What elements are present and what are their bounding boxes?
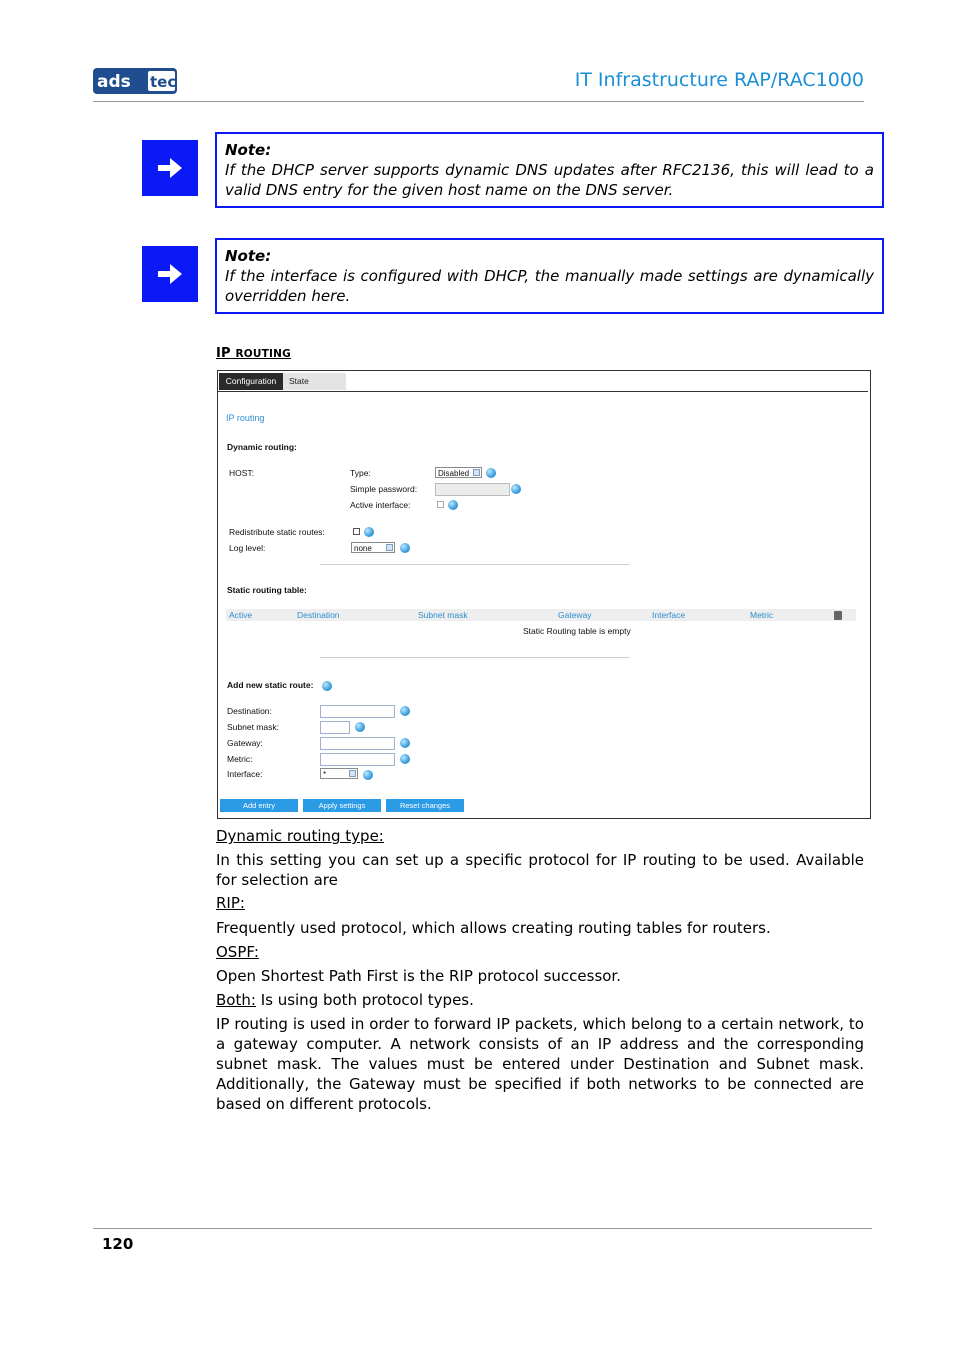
tab-state[interactable]: State	[283, 373, 346, 390]
column-active[interactable]: Active	[229, 610, 253, 620]
interface-select[interactable]	[320, 768, 358, 779]
ip-routing-paragraph: IP routing is used in order to forward IP packets, which belong to a certain network, to a gateway computer. A network consists of an IP address and the corresponding subnet mask. The values must be entered under Destination and Subnet mask. Additionally, the Gateway must be specified if both networks to be connected are based on different protocols.	[216, 1015, 864, 1113]
document-title: IT Infrastructure RAP/RAC1000	[574, 69, 864, 91]
destination-label: Destination:	[227, 706, 272, 716]
section-heading	[216, 346, 291, 361]
redistribute-label: Redistribute static routes:	[229, 527, 325, 537]
rip-text: Frequently used protocol, which allows creating routing tables for routers.	[216, 919, 771, 937]
both-heading: Both:	[216, 991, 256, 1009]
tab-configuration[interactable]: Configuration	[219, 373, 283, 390]
section-heading-rest: ROUTING	[235, 348, 291, 360]
reset-changes-button[interactable]: Reset changes	[386, 799, 464, 812]
simple-password-input[interactable]	[435, 483, 510, 496]
note-title: Note:	[225, 141, 272, 159]
ospf-text: Open Shortest Path First is the RIP protocol successor.	[216, 967, 621, 985]
interface-value: *	[323, 770, 327, 779]
interface-label: Interface:	[227, 769, 263, 779]
info-icon[interactable]	[355, 722, 365, 732]
note-arrow-icon	[142, 140, 198, 196]
dynamic-routing-type-text: In this setting you can set up a specific protocol for IP routing to be used. Available for selection are	[216, 851, 864, 889]
section-heading-prefix: IP	[216, 346, 231, 361]
note-box	[215, 238, 884, 314]
static-routing-heading: Static routing table:	[227, 585, 307, 595]
routing-table-empty: Static Routing table is empty	[523, 626, 631, 636]
note-box	[215, 132, 884, 208]
divider	[320, 564, 630, 565]
both-paragraph	[216, 990, 864, 1010]
info-icon[interactable]	[511, 484, 521, 494]
dynamic-routing-heading: Dynamic routing:	[227, 442, 297, 452]
info-icon[interactable]	[400, 543, 410, 553]
metric-label: Metric:	[227, 754, 253, 764]
gateway-input[interactable]	[320, 737, 395, 750]
gateway-label: Gateway:	[227, 738, 263, 748]
page-title[interactable]: IP routing	[226, 413, 265, 423]
column-destination[interactable]: Destination	[297, 610, 340, 620]
active-interface-checkbox[interactable]	[437, 501, 444, 508]
trash-icon[interactable]	[834, 611, 842, 620]
info-icon[interactable]	[322, 681, 332, 691]
svg-text:ads: ads	[97, 72, 131, 92]
subnet-mask-label: Subnet mask:	[227, 722, 279, 732]
type-label: Type:	[350, 468, 371, 478]
info-icon[interactable]	[400, 738, 410, 748]
type-value: Disabled	[438, 469, 470, 478]
both-text: Is using both protocol types.	[255, 991, 474, 1009]
host-label: HOST:	[229, 468, 255, 478]
column-interface[interactable]: Interface	[652, 610, 686, 620]
note-text: If the interface is configured with DHCP, the manually made settings are dynamically overridden here.	[225, 267, 874, 305]
info-icon[interactable]	[486, 468, 496, 478]
apply-settings-button[interactable]: Apply settings	[303, 799, 381, 812]
type-select[interactable]	[435, 467, 482, 478]
info-icon[interactable]	[448, 500, 458, 510]
adstec-logo	[93, 68, 177, 94]
info-icon[interactable]	[400, 706, 410, 716]
ip-routing-screenshot	[217, 370, 871, 819]
simple-password-label: Simple password:	[350, 484, 418, 494]
divider	[320, 657, 630, 658]
svg-text:tec: tec	[150, 73, 177, 91]
active-interface-label: Active interface:	[350, 500, 411, 510]
add-route-heading: Add new static route:	[227, 680, 314, 690]
note-title: Note:	[225, 247, 272, 265]
log-level-select[interactable]	[351, 542, 395, 553]
subnet-mask-input[interactable]	[320, 721, 350, 734]
info-icon[interactable]	[363, 770, 373, 780]
column-subnet-mask[interactable]: Subnet mask	[418, 610, 468, 620]
log-level-value: none	[354, 544, 372, 553]
log-level-label: Log level:	[229, 543, 266, 553]
footer-divider	[93, 1228, 872, 1229]
info-icon[interactable]	[400, 754, 410, 764]
destination-input[interactable]	[320, 705, 395, 718]
add-entry-button[interactable]: Add entry	[220, 799, 298, 812]
metric-input[interactable]	[320, 753, 395, 766]
note-arrow-icon	[142, 246, 198, 302]
page-number: 120	[102, 1235, 134, 1253]
ospf-heading: OSPF:	[216, 943, 259, 961]
info-icon[interactable]	[364, 527, 374, 537]
column-metric[interactable]: Metric	[750, 610, 774, 620]
chevron-down-icon	[473, 469, 480, 476]
chevron-down-icon	[386, 544, 393, 551]
note-text: If the DHCP server supports dynamic DNS updates after RFC2136, this will lead to a valid DNS entry for the given host name on the DNS server.	[225, 161, 874, 199]
header-divider	[93, 101, 864, 102]
redistribute-checkbox[interactable]	[353, 528, 360, 535]
rip-heading: RIP:	[216, 894, 245, 912]
dynamic-routing-type-heading: Dynamic routing type:	[216, 827, 384, 845]
column-gateway[interactable]: Gateway	[558, 610, 592, 620]
chevron-down-icon	[349, 770, 356, 777]
